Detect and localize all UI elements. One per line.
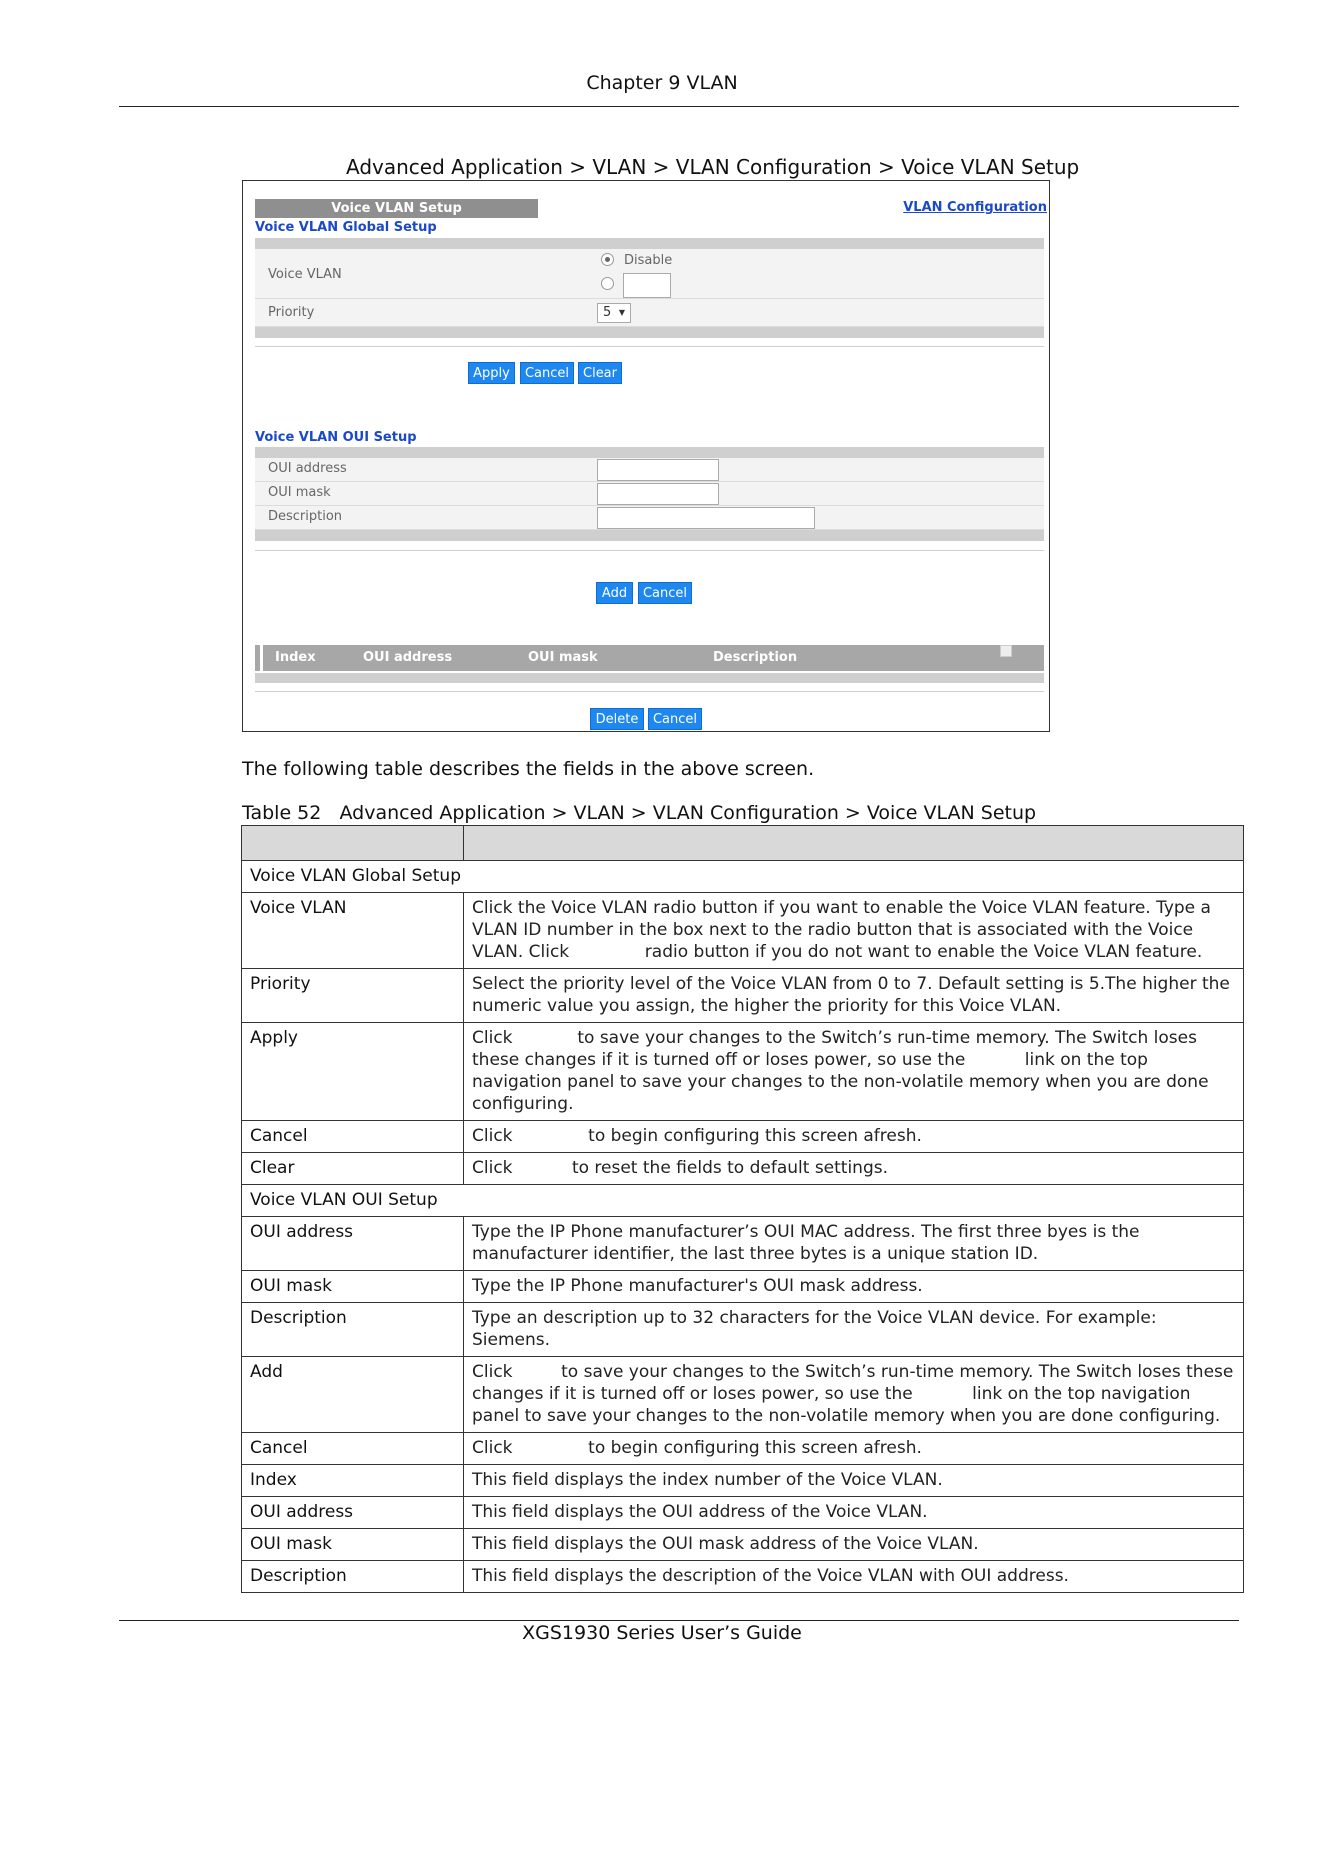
col-index: Index (275, 650, 316, 665)
row-label: Index (242, 1465, 464, 1497)
apply-button[interactable]: Apply (468, 362, 515, 384)
row-label: Cancel (242, 1433, 464, 1465)
table-row (242, 1357, 1244, 1433)
row-label: OUI address (242, 1217, 464, 1271)
priority-value: 5 (603, 305, 612, 320)
enable-radio[interactable] (601, 277, 614, 290)
table-number: Table 52 (242, 802, 322, 824)
voice-vlan-screenshot (242, 180, 1050, 732)
head-label-cell (242, 826, 464, 861)
row-label: OUI mask (242, 1271, 464, 1303)
table-divider (255, 691, 1044, 692)
table-caption (242, 802, 1036, 824)
row-label: OUI address (242, 1497, 464, 1529)
row-label: Add (242, 1357, 464, 1433)
row-text: Click to begin configuring this screen afresh. (464, 1433, 1244, 1465)
footer-guide: XGS1930 Series User’s Guide (522, 1622, 802, 1644)
row-text: Click to save your changes to the Switch’s run-time memory. The Switch loses these changes if it is turned off or loses power, so use the link on the top navigation panel to save your changes to the non-volatile memory when you are done configuring. (464, 1357, 1244, 1433)
row-text: This field displays the OUI mask address of the Voice VLAN. (464, 1529, 1244, 1561)
table-row (242, 1433, 1244, 1465)
row-text: Type an description up to 32 characters for the Voice VLAN device. For example: Siemens. (464, 1303, 1244, 1357)
row-label: Apply (242, 1023, 464, 1121)
col-description: Description (713, 650, 798, 665)
row-label: Priority (242, 969, 464, 1023)
section-bar-bottom (255, 327, 1044, 338)
dropdown-arrow-icon: ▼ (618, 308, 625, 317)
row-label: Voice VLAN (242, 893, 464, 969)
oui-mask-input[interactable] (597, 483, 719, 505)
table-row (242, 1497, 1244, 1529)
row-label: Cancel (242, 1121, 464, 1153)
table-head-row (242, 826, 1244, 861)
col-oui-mask: OUI mask (528, 650, 598, 665)
row-label: Description (242, 1303, 464, 1357)
footer-rule (119, 1620, 1239, 1621)
oui-setup-title: Voice VLAN OUI Setup (255, 430, 417, 445)
row-text: Select the priority level of the Voice VLAN from 0 to 7. Default setting is 5.The higher the numeric value you assign, the higher the priority for this Voice VLAN. (464, 969, 1244, 1023)
row-text: Click to save your changes to the Switch’s run-time memory. The Switch loses these changes if it is turned off or loses power, so use the link on the top navigation panel to save your changes to the non-volatile memory when you are done configuring. (464, 1023, 1244, 1121)
intro-paragraph: The following table describes the fields in the above screen. (242, 758, 815, 780)
oui-address-input[interactable] (597, 459, 719, 481)
table-row (242, 1121, 1244, 1153)
row-text: Click to reset the fields to default settings. (464, 1153, 1244, 1185)
priority-row (255, 299, 1044, 327)
cancel-button[interactable]: Cancel (520, 362, 574, 384)
section-cell: Voice VLAN Global Setup (242, 861, 1244, 893)
section-row (242, 861, 1244, 893)
figure-title: Advanced Application > VLAN > VLAN Configuration > Voice VLAN Setup (346, 155, 1080, 179)
tab-title: Voice VLAN Setup (255, 199, 538, 218)
table-row (242, 1561, 1244, 1593)
oui-table-header (255, 645, 1044, 671)
section-row (242, 1185, 1244, 1217)
voice-vlan-label: Voice VLAN (268, 267, 342, 282)
description-table (241, 825, 1244, 1593)
disable-label: Disable (624, 253, 673, 268)
table-row (242, 893, 1244, 969)
description-label: Description (268, 509, 343, 524)
row-label: Clear (242, 1153, 464, 1185)
section-bar (255, 238, 1044, 249)
section-cell: Voice VLAN OUI Setup (242, 1185, 1244, 1217)
priority-label: Priority (268, 305, 315, 320)
table-caption-text: Advanced Application > VLAN > VLAN Configuration > Voice VLAN Setup (339, 802, 1037, 824)
select-all-checkbox[interactable] (1000, 645, 1012, 657)
table-row (242, 1217, 1244, 1271)
divider (255, 346, 1044, 347)
priority-select[interactable] (597, 303, 631, 323)
oui-section-bar-bottom (255, 530, 1044, 541)
delete-button[interactable]: Delete (590, 708, 644, 730)
table-row (242, 1529, 1244, 1561)
row-text: This field displays the index number of the Voice VLAN. (464, 1465, 1244, 1497)
row-text: Type the IP Phone manufacturer’s OUI MAC address. The first three byes is the manufacturer identifier, the last three bytes is a unique station ID. (464, 1217, 1244, 1271)
oui-divider (255, 550, 1044, 551)
chapter-header: Chapter 9 VLAN (586, 72, 738, 94)
vlan-id-input[interactable] (623, 273, 671, 298)
table-row (242, 1271, 1244, 1303)
header-rule (119, 106, 1239, 107)
row-text: Click to begin configuring this screen afresh. (464, 1121, 1244, 1153)
row-text: This field displays the OUI address of the Voice VLAN. (464, 1497, 1244, 1529)
global-setup-title: Voice VLAN Global Setup (255, 220, 437, 235)
table-row (242, 1153, 1244, 1185)
row-text: This field displays the description of the Voice VLAN with OUI address. (464, 1561, 1244, 1593)
table-cancel-button[interactable]: Cancel (648, 708, 702, 730)
table-row (242, 1023, 1244, 1121)
oui-address-label: OUI address (268, 461, 347, 476)
row-text: Type the IP Phone manufacturer's OUI mask address. (464, 1271, 1244, 1303)
clear-button[interactable]: Clear (578, 362, 622, 384)
header-edge (260, 645, 263, 671)
vlan-configuration-link[interactable]: VLAN Configuration (903, 200, 1047, 215)
table-row (242, 1303, 1244, 1357)
col-oui-address: OUI address (363, 650, 453, 665)
row-label: Description (242, 1561, 464, 1593)
add-button[interactable]: Add (596, 582, 633, 604)
description-input[interactable] (597, 507, 815, 529)
row-text: Click the Voice VLAN radio button if you want to enable the Voice VLAN feature. Type a VLAN ID number in the box next to the radio button that is associated with the Voice VLAN. Click radio button if you do not want to enable the Voice VLAN feature. (464, 893, 1244, 969)
oui-cancel-button[interactable]: Cancel (638, 582, 692, 604)
table-row (242, 969, 1244, 1023)
disable-radio[interactable] (601, 253, 614, 266)
head-desc-cell (464, 826, 1244, 861)
table-row (242, 1465, 1244, 1497)
oui-mask-label: OUI mask (268, 485, 331, 500)
table-footer-bar (255, 673, 1044, 683)
row-label: OUI mask (242, 1529, 464, 1561)
oui-section-bar (255, 447, 1044, 458)
